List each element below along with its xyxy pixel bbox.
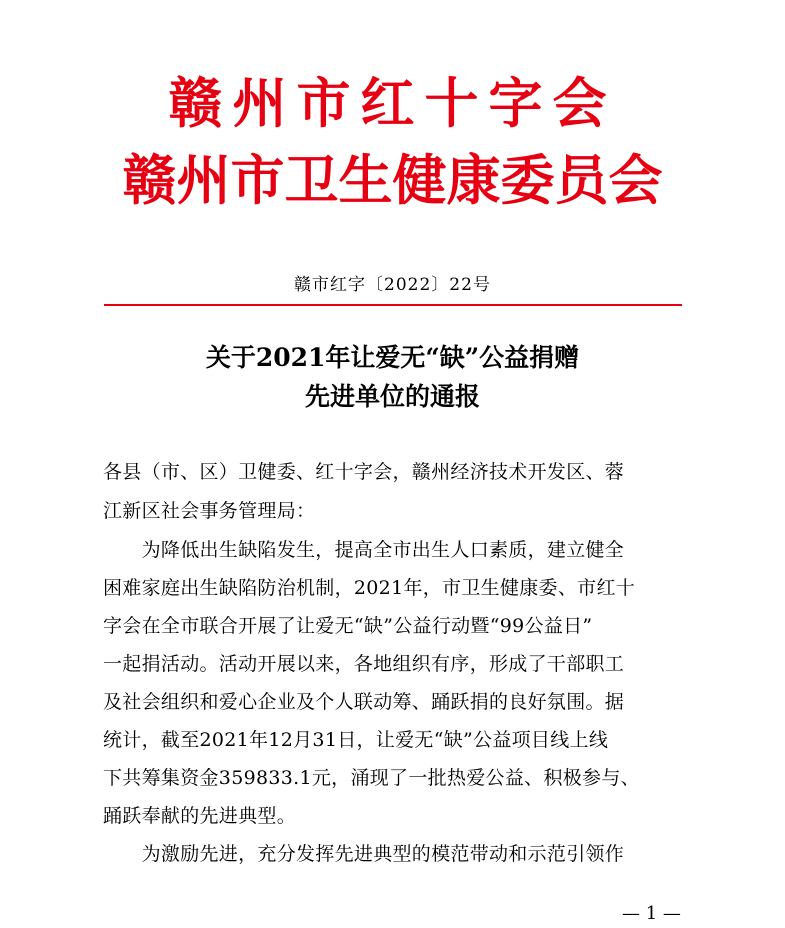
body-line: 及社会组织和爱心企业及个人联动筹、踊跃捐的良好氛围。据 xyxy=(103,691,625,713)
document-title-line-1: 关于2021年让爱无“缺”公益捐赠 xyxy=(205,343,580,372)
body-line: 为降低出生缺陷发生，提高全市出生人口素质，建立健全 xyxy=(103,539,625,561)
page-number: — 1 — xyxy=(622,903,681,924)
body-line: 江新区社会事务管理局： xyxy=(103,500,316,522)
body-line: 为激励先进，充分发挥先进典型的模范带动和示范引领作 xyxy=(103,843,625,865)
body-line: 困难家庭出生缺陷防治机制，2021年，市卫生健康委、市红十 xyxy=(103,577,636,599)
document-number: 赣市红字〔2022〕22号 xyxy=(294,275,491,295)
body-line: 踊跃奉献的先进典型。 xyxy=(103,805,297,827)
body-line: 字会在全市联合开展了让爱无“缺”公益行动暨“99公益日” xyxy=(103,615,593,637)
body-line: 各县（市、区）卫健委、红十字会，赣州经济技术开发区、蓉 xyxy=(103,461,625,483)
document-title-line-2: 先进单位的通报 xyxy=(304,382,480,411)
org-name-health-commission: 赣州市卫生健康委员会 xyxy=(122,148,663,212)
org-name-red-cross: 赣州市红十字会 xyxy=(168,71,617,135)
body-line: 一起捐活动。活动开展以来，各地组织有序，形成了干部职工 xyxy=(103,653,625,675)
body-line: 统计，截至2021年12月31日，让爱无“缺”公益项目线上线 xyxy=(103,729,609,751)
red-divider-line xyxy=(104,304,682,306)
body-line: 下共筹集资金359833.1元，涌现了一批热爱公益、积极参与、 xyxy=(103,767,640,789)
